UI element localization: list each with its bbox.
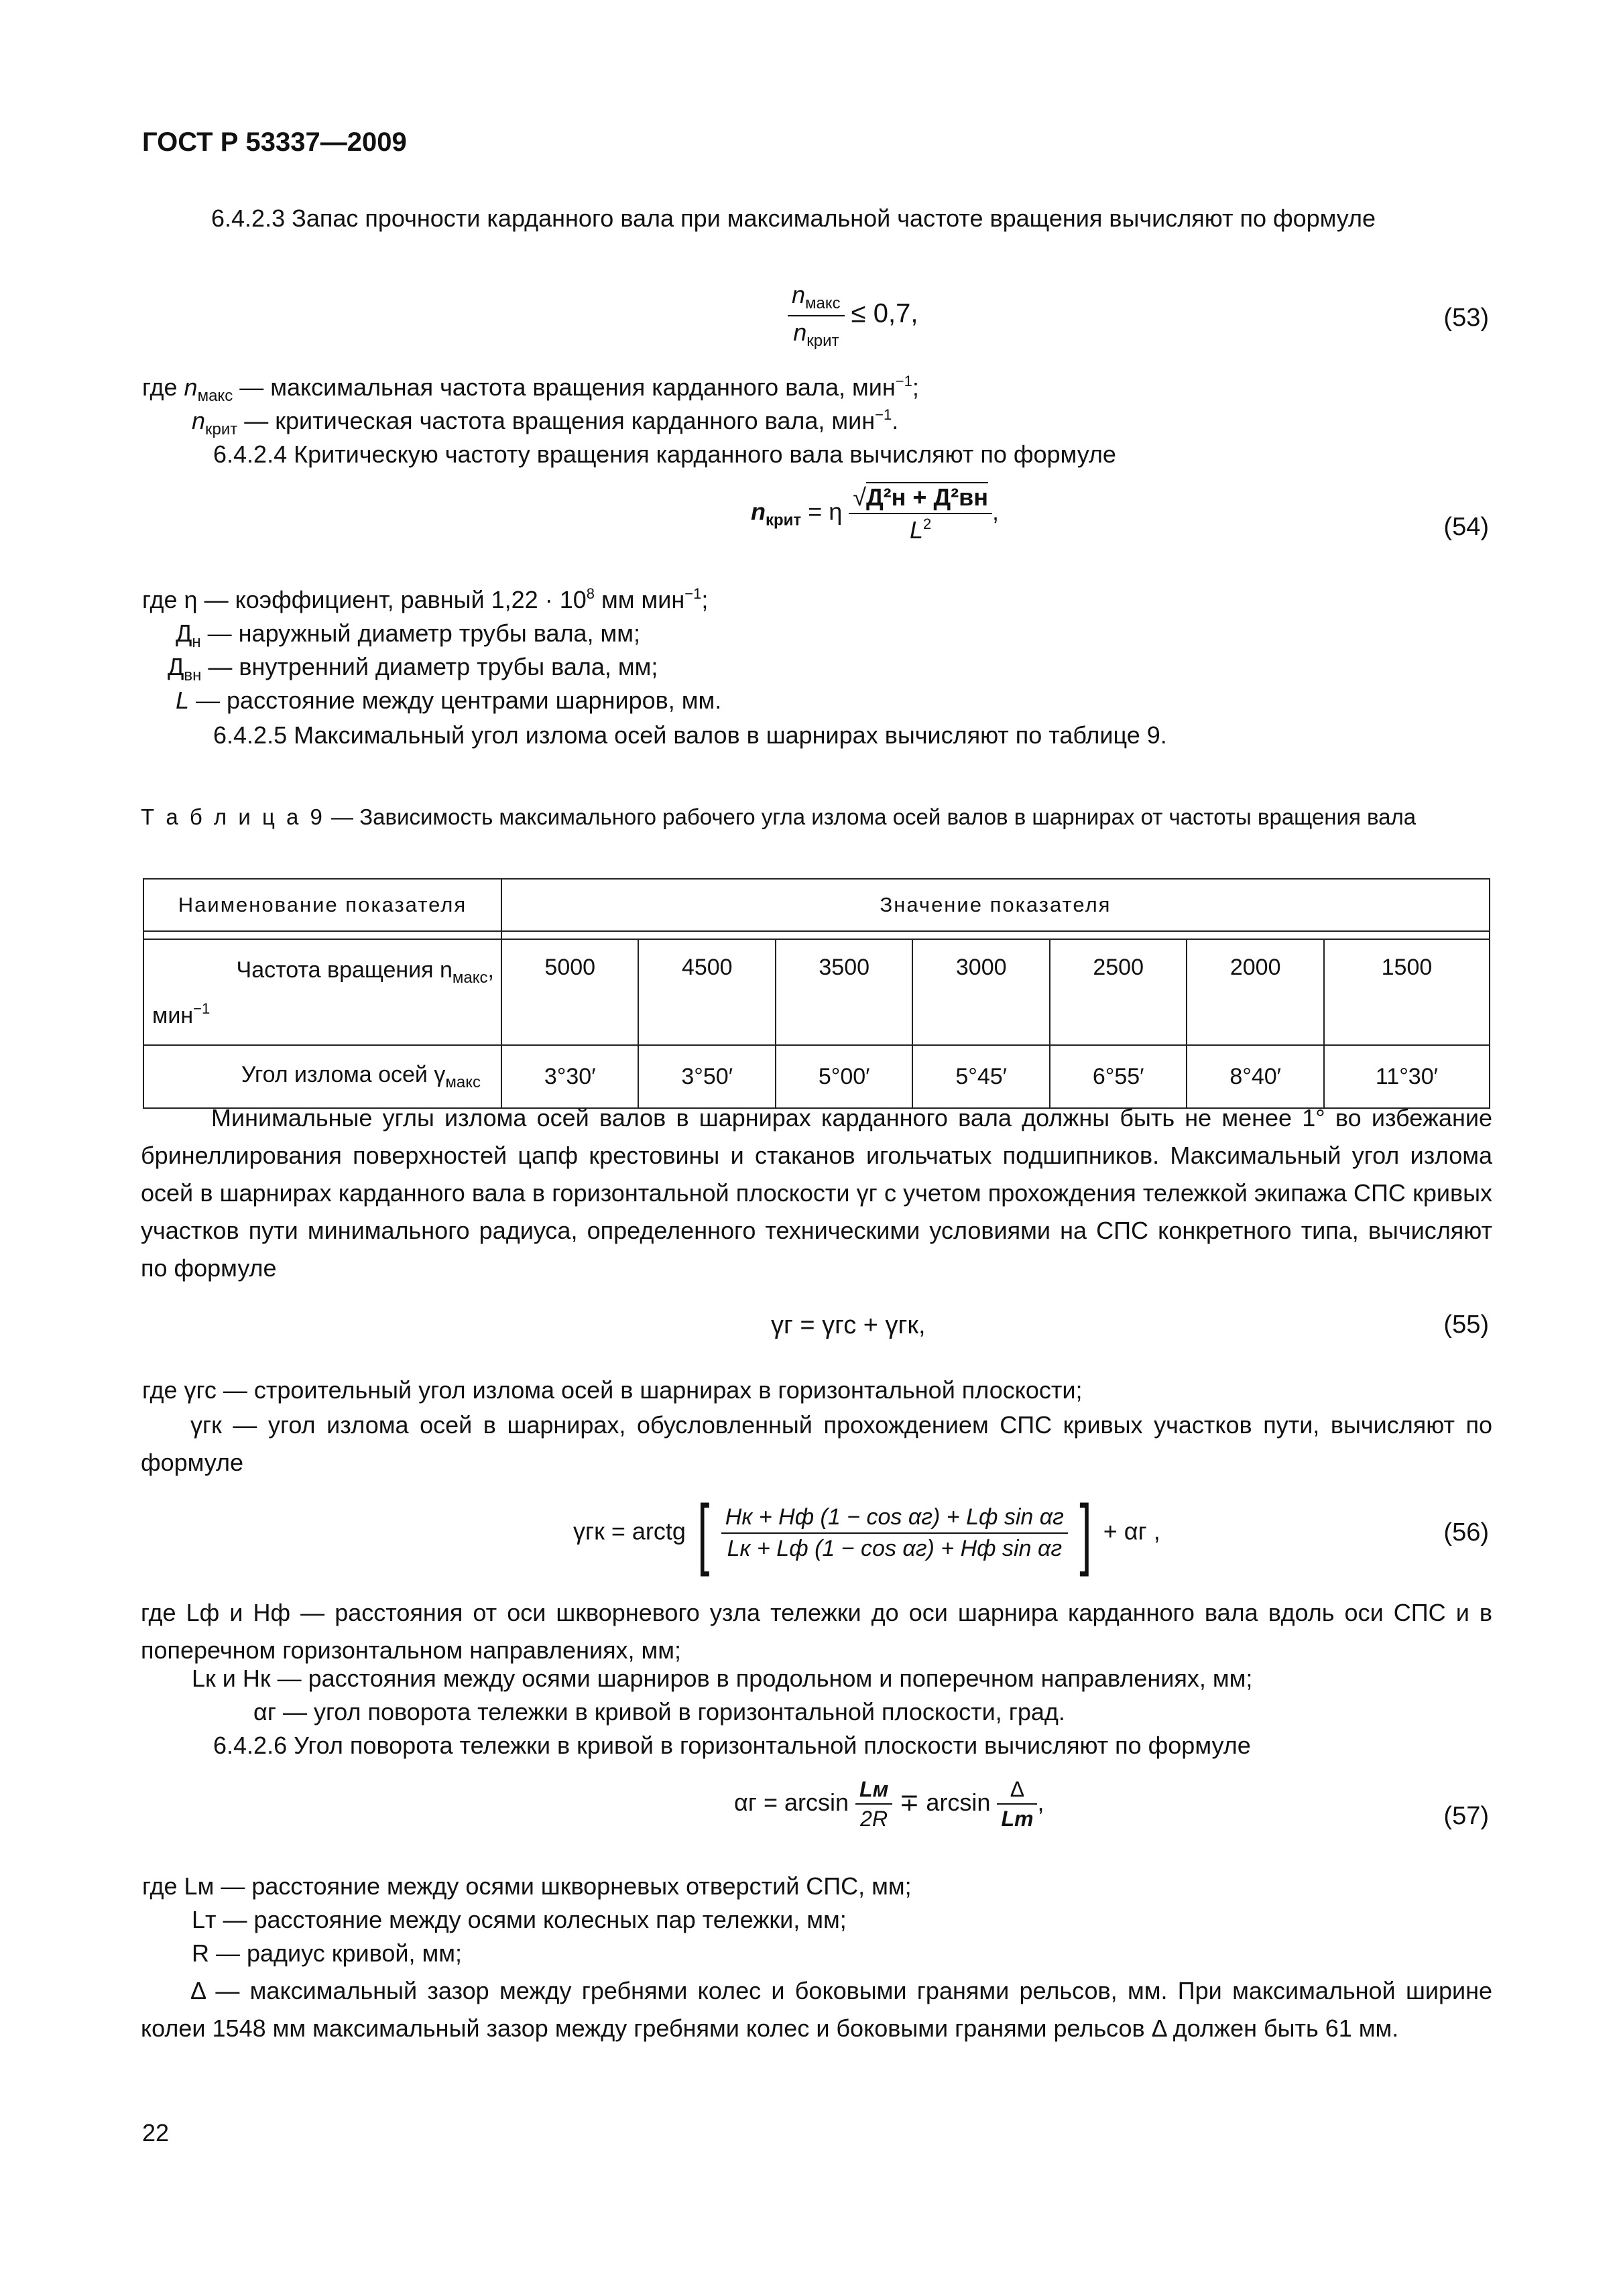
equation-55-number: (55): [1443, 1311, 1489, 1339]
table-cell: 4500: [638, 939, 775, 1045]
definition-gamma-gs: где γгс — строительный угол излома осей в шарнирах в горизонтальной плоскости;: [142, 1376, 1083, 1404]
table-row-frequency: [143, 939, 1490, 1045]
equation-53-number: (53): [1443, 304, 1489, 332]
equation-54-number: (54): [1443, 513, 1489, 541]
paragraph-6-4-2-4: 6.4.2.4 Критическую частоту вращения карданного вала вычисляют по формуле: [213, 440, 1116, 468]
table-cell: 1500: [1324, 939, 1490, 1045]
equation-56: γгк = arctg [ $\frac{\text{Hк + Hф (1 − cos αг) + Lф sin αг}}{\text{Lк + Lф (1 − cos αг) + Hф sin αг}}$ ] + αг ,: [573, 1489, 1160, 1577]
definition-n-crit: $n_{крит}$ — критическая частота вращения карданного вала, мин$^{-1}$.: [192, 406, 899, 438]
table-cell: 3°50′: [638, 1045, 775, 1108]
table-cell: 3°30′: [501, 1045, 638, 1108]
paragraph-6-4-2-3: 6.4.2.3 Запас прочности карданного вала при максимальной частоте вращения вычисляют по формуле: [211, 204, 1376, 232]
table-cell: 3000: [912, 939, 1049, 1045]
table-header-name: Наименование показателя: [143, 879, 501, 931]
equation-56-number: (56): [1443, 1518, 1489, 1547]
table-cell: 2000: [1187, 939, 1323, 1045]
page-number: 22: [142, 2119, 170, 2147]
equation-57-number: (57): [1443, 1802, 1489, 1830]
definition-lt: Lт — расстояние между осями колесных пар тележки, мм;: [192, 1906, 847, 1933]
table-cell: 5°00′: [776, 1045, 912, 1108]
definition-lm: где Lм — расстояние между осями шкворневых отверстий СПС, мм;: [142, 1872, 912, 1900]
table-cell: 11°30′: [1324, 1045, 1490, 1108]
row-label-frequency: Частота вращения $n_{макс}$, мин$^{-1}$: [143, 939, 501, 1045]
definition-delta: Δ — максимальный зазор между гребнями колес и боковыми гранями рельсов, мм. При максимальной ширине колеи 1548 мм максимальный зазор между гребнями колес и боковыми гранями рельсов Δ должен быть 61 мм.: [141, 1977, 1492, 2042]
table-cell: 5°45′: [912, 1045, 1049, 1108]
definition-lf-hf: где Lф и Hф — расстояния от оси шкворневого узла тележки до оси шарнира карданного вала вдоль оси СПС и в поперечном горизонтальном направлениях, мм;: [141, 1599, 1492, 1664]
table-cell: 2500: [1050, 939, 1187, 1045]
definition-lk-hk: Lк и Hк — расстояния между осями шарниров в продольном и поперечном направлениях, мм;: [192, 1665, 1253, 1692]
definition-l: L — расстояние между центрами шарниров, мм.: [176, 686, 722, 714]
paragraph-min-angles: Минимальные углы излома осей валов в шарнирах карданного вала должны быть не менее 1° во избежание бринеллирования поверхностей цапф крестовины и стаканов игольчатых подшипников. Максимальный угол излома осей в шарнирах карданного вала в горизонтальной плоскости γг с учетом прохождения тележкой экипажа СПС кривых участков пути минимального радиуса, определенного техническими условиями на СПС конкретного типа, вычисляют по формуле: [141, 1104, 1492, 1282]
document-header: ГОСТ Р 53337—2009: [142, 127, 407, 157]
definition-r: R — радиус кривой, мм;: [192, 1939, 462, 1967]
table-cell: 8°40′: [1187, 1045, 1323, 1108]
definition-eta: где η — коэффициент, равный $1,22 \cdot 10^8$ мм мин$^{-1}$;: [142, 585, 709, 613]
table-row-angle: [143, 1045, 1490, 1108]
definition-alpha-g: αг — угол поворота тележки в кривой в горизонтальной плоскости, град.: [253, 1698, 1065, 1726]
definition-d-outer: $Д_н$ — наружный диаметр трубы вала, мм;: [176, 619, 641, 651]
equation-54: $n_{крит} = \eta$ $\frac{\text{√Д²н + Д²вн}}{L^2}$ ,: [751, 483, 999, 544]
definition-gamma-gk: γгк — угол излома осей в шарнирах, обусловленный прохождением СПС кривых участков пути, вычисляют по формуле: [141, 1411, 1492, 1476]
definition-n-max: где $n_{макс}$ — максимальная частота вращения карданного вала, мин$^{-1}$;: [142, 373, 919, 405]
table-cell: 3500: [776, 939, 912, 1045]
table-cell: 6°55′: [1050, 1045, 1187, 1108]
row-label-angle: Угол излома осей $\gamma_{макс}$: [143, 1045, 501, 1108]
paragraph-6-4-2-6: 6.4.2.6 Угол поворота тележки в кривой в горизонтальной плоскости вычисляют по формуле: [213, 1732, 1251, 1759]
table-cell: 5000: [501, 939, 638, 1045]
equation-55: γг = γгс + γгк,: [771, 1311, 926, 1339]
paragraph-6-4-2-5: 6.4.2.5 Максимальный угол излома осей валов в шарнирах вычисляют по таблице 9.: [213, 721, 1167, 749]
equation-57: αг = arcsin $\frac{Lм}{2R}$ ∓ arcsin $\frac{\Delta}{Lт}$ ,: [734, 1777, 1044, 1831]
table-header-value: Значение показателя: [501, 879, 1490, 931]
equation-53: $\frac{n_{макс}}{n_{крит}}$ ≤ 0,7,: [788, 280, 918, 351]
table-9-caption: Т а б л и ц а 9 — Зависимость максимального рабочего угла излома осей валов в шарнирах от частоты вращения вала: [141, 804, 1417, 829]
table-9: [143, 878, 1490, 1109]
definition-d-inner: $Д_{вн}$ — внутренний диаметр трубы вала, мм;: [168, 653, 658, 684]
